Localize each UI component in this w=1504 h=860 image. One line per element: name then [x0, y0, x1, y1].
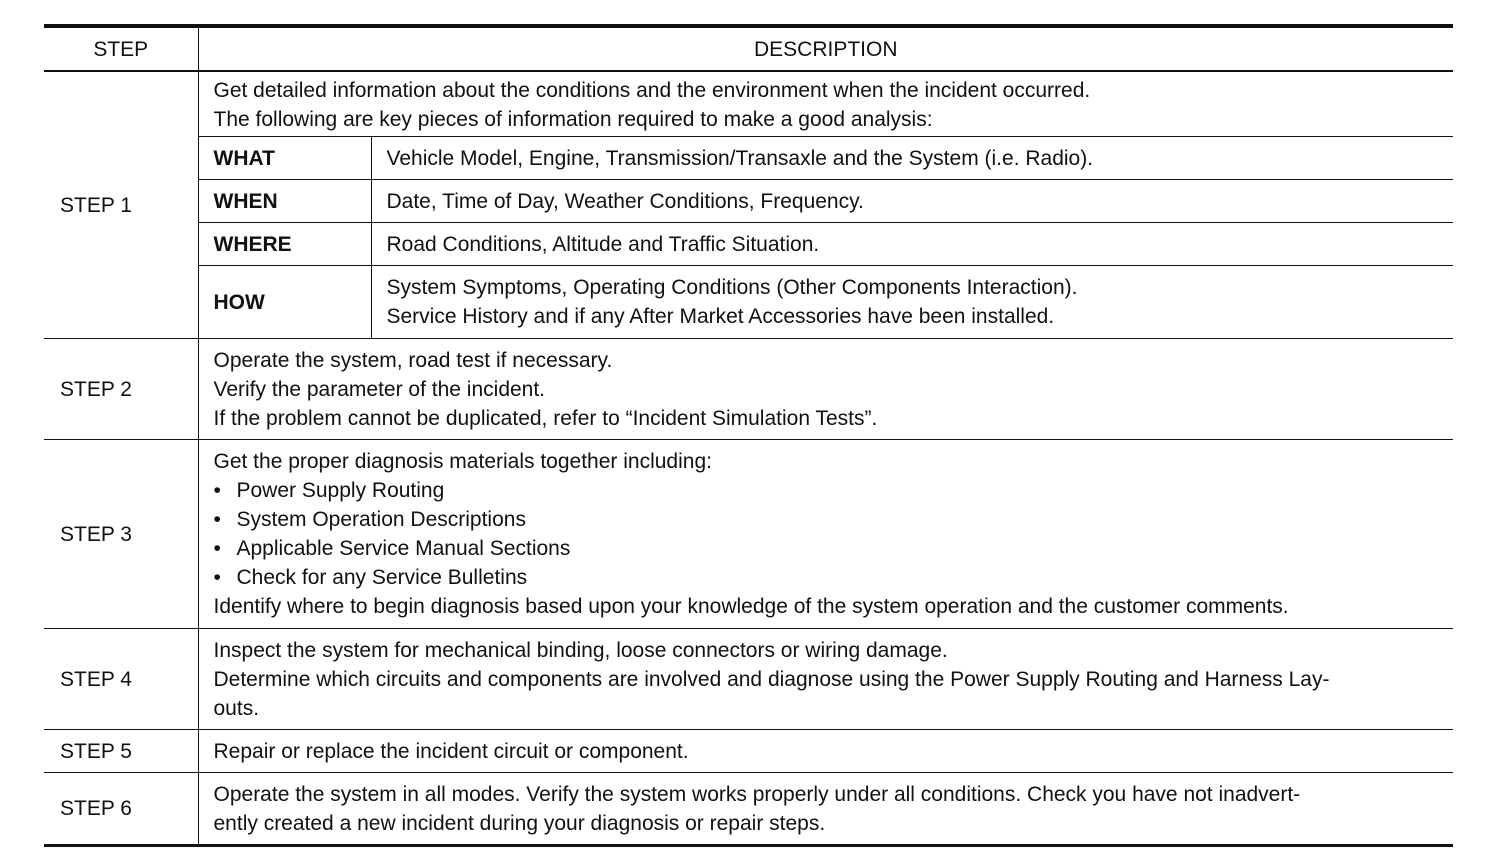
- info-key-what: WHAT: [199, 137, 372, 180]
- step-1-intro-line: Get detailed information about the conditions and the environment when the incident occurred.: [213, 79, 1091, 102]
- info-value-what: [371, 137, 1453, 180]
- step-2-line: Verify the parameter of the incident.: [213, 377, 546, 401]
- info-value-where: [371, 223, 1453, 266]
- step-5-description: [198, 730, 1453, 773]
- bullet-text: Power Supply Routing: [236, 479, 445, 502]
- step-2-line: Operate the system, road test if necessary.: [213, 348, 613, 372]
- step-4-description: [198, 629, 1453, 730]
- step-2-label: STEP 2: [44, 339, 198, 440]
- step-1-info-table: [199, 136, 1454, 338]
- header-row: [44, 26, 1453, 71]
- info-row-what: [199, 137, 1454, 180]
- step-4-label: STEP 4: [44, 629, 198, 730]
- bullet-text: Applicable Service Manual Sections: [236, 537, 571, 560]
- info-row-when: [199, 180, 1454, 223]
- step-3-bullet-item: [214, 563, 1442, 592]
- step-6-description: [198, 773, 1453, 846]
- step-3-bullet-item: [214, 505, 1442, 534]
- step-6-label: STEP 6: [44, 773, 198, 846]
- step-1-intro-line: The following are key pieces of information required to make a good analysis:: [213, 108, 933, 131]
- bullet-text: System Operation Descriptions: [236, 508, 526, 531]
- step-1-description: [198, 71, 1453, 339]
- info-value-line: Date, Time of Day, Weather Conditions, Frequency.: [386, 189, 864, 213]
- info-key-where: WHERE: [199, 223, 372, 266]
- step-3-bullet-item: [214, 476, 1442, 505]
- step-3-description: [198, 440, 1453, 629]
- info-key-when: WHEN: [199, 180, 372, 223]
- info-key-how: HOW: [199, 266, 372, 339]
- step-5-label: STEP 5: [44, 730, 198, 773]
- header-description: DESCRIPTION: [198, 26, 1453, 71]
- header-step: STEP: [44, 26, 198, 71]
- info-value-line: Service History and if any After Market Accessories have been installed.: [386, 305, 1055, 328]
- info-row-how: [199, 266, 1454, 339]
- step-3-row: [44, 440, 1453, 629]
- step-4-line: Determine which circuits and components are involved and diagnose using the Power Supply Routing and Harness Lay-: [213, 667, 1330, 691]
- diagnosis-steps-table: [44, 24, 1453, 847]
- step-3-intro: Get the proper diagnosis materials together including:: [213, 450, 712, 473]
- info-value-how: [371, 266, 1453, 339]
- bullet-symbol: •: [213, 479, 221, 502]
- step-4-line: outs.: [213, 696, 260, 720]
- info-row-where: [199, 223, 1454, 266]
- step-2-line: If the problem cannot be duplicated, refer to “Incident Simulation Tests”.: [213, 406, 878, 430]
- info-value-when: [371, 180, 1453, 223]
- step-1-intro: [199, 72, 1454, 136]
- step-4-row: [44, 629, 1453, 730]
- bullet-text: Check for any Service Bulletins: [236, 566, 528, 589]
- step-1-row: [44, 71, 1453, 339]
- bullet-symbol: •: [213, 566, 221, 589]
- info-value-line: System Symptoms, Operating Conditions (Other Components Interaction).: [386, 276, 1078, 299]
- bullet-symbol: •: [213, 537, 221, 560]
- info-value-line: Vehicle Model, Engine, Transmission/Transaxle and the System (i.e. Radio).: [386, 146, 1094, 170]
- step-3-outro: Identify where to begin diagnosis based upon your knowledge of the system operation and the customer comments.: [213, 595, 1289, 618]
- step-4-line: Inspect the system for mechanical binding, loose connectors or wiring damage.: [213, 638, 948, 662]
- step-6-line: ently created a new incident during your diagnosis or repair steps.: [213, 811, 826, 835]
- step-5-line: Repair or replace the incident circuit or component.: [213, 739, 689, 763]
- step-6-row: [44, 773, 1453, 846]
- step-6-line: Operate the system in all modes. Verify the system works properly under all conditions. Check you have not inadvert-: [213, 782, 1301, 806]
- step-2-description: [198, 339, 1453, 440]
- info-value-line: Road Conditions, Altitude and Traffic Situation.: [386, 232, 820, 256]
- step-2-row: [44, 339, 1453, 440]
- step-1-label: STEP 1: [44, 71, 198, 339]
- step-3-bullet-item: [214, 534, 1442, 563]
- step-5-row: [44, 730, 1453, 773]
- step-3-label: STEP 3: [44, 440, 198, 629]
- bullet-symbol: •: [213, 508, 221, 531]
